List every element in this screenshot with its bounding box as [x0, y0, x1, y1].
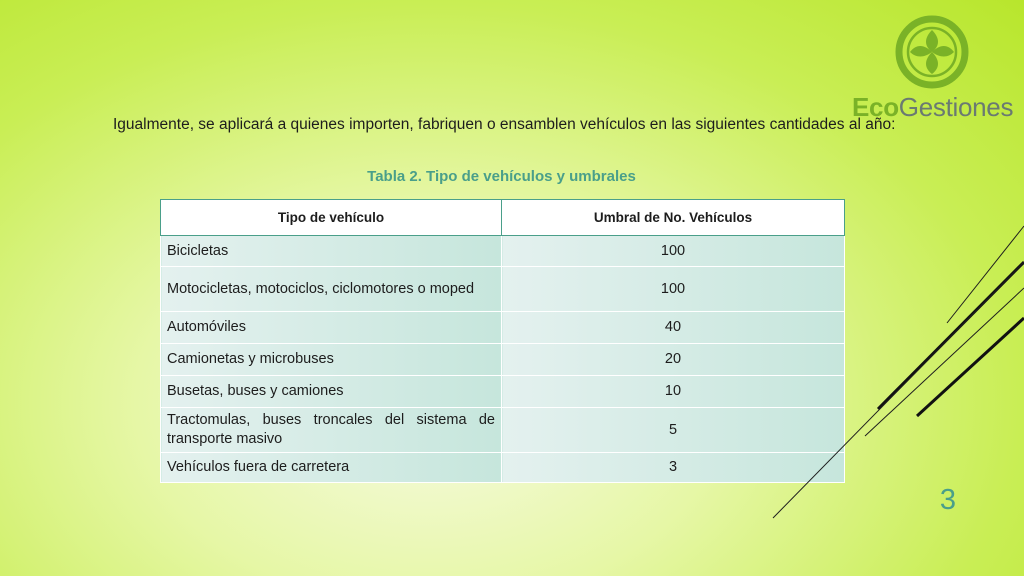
vehicle-type-cell: Tractomulas, buses troncales del sistema de transporte masivo [161, 408, 502, 453]
vehicle-type-cell: Motocicletas, motociclos, ciclomotores o moped [161, 267, 502, 312]
threshold-cell: 20 [502, 344, 845, 376]
threshold-cell: 100 [502, 267, 845, 312]
vehicle-type-cell: Camionetas y microbuses [161, 344, 502, 376]
header-threshold: Umbral de No. Vehículos [502, 200, 845, 236]
vehicle-type-cell: Automóviles [161, 312, 502, 344]
threshold-cell: 10 [502, 376, 845, 408]
threshold-cell: 100 [502, 236, 845, 267]
threshold-cell: 40 [502, 312, 845, 344]
vehicle-type-cell: Busetas, buses y camiones [161, 376, 502, 408]
threshold-cell: 3 [502, 453, 845, 483]
decor-line [865, 288, 1024, 436]
slide-number: 3 [939, 484, 957, 516]
vehicle-type-cell: Bicicletas [161, 236, 502, 267]
threshold-cell: 5 [502, 408, 845, 453]
header-vehicle-type: Tipo de vehículo [161, 200, 502, 236]
intro-paragraph: Igualmente, se aplicará a quienes importen, fabriquen o ensamblen vehículos en las siguientes cantidades al año: [113, 116, 896, 133]
decor-line [773, 262, 1024, 518]
decor-line [917, 318, 1024, 416]
logo-text-gestiones: Gestiones [898, 92, 1014, 122]
table-caption: Tabla 2. Tipo de vehículos y umbrales [367, 168, 636, 185]
logo-text-eco: Eco [852, 92, 899, 122]
vehicle-type-cell: Vehículos fuera de carretera [161, 453, 502, 483]
